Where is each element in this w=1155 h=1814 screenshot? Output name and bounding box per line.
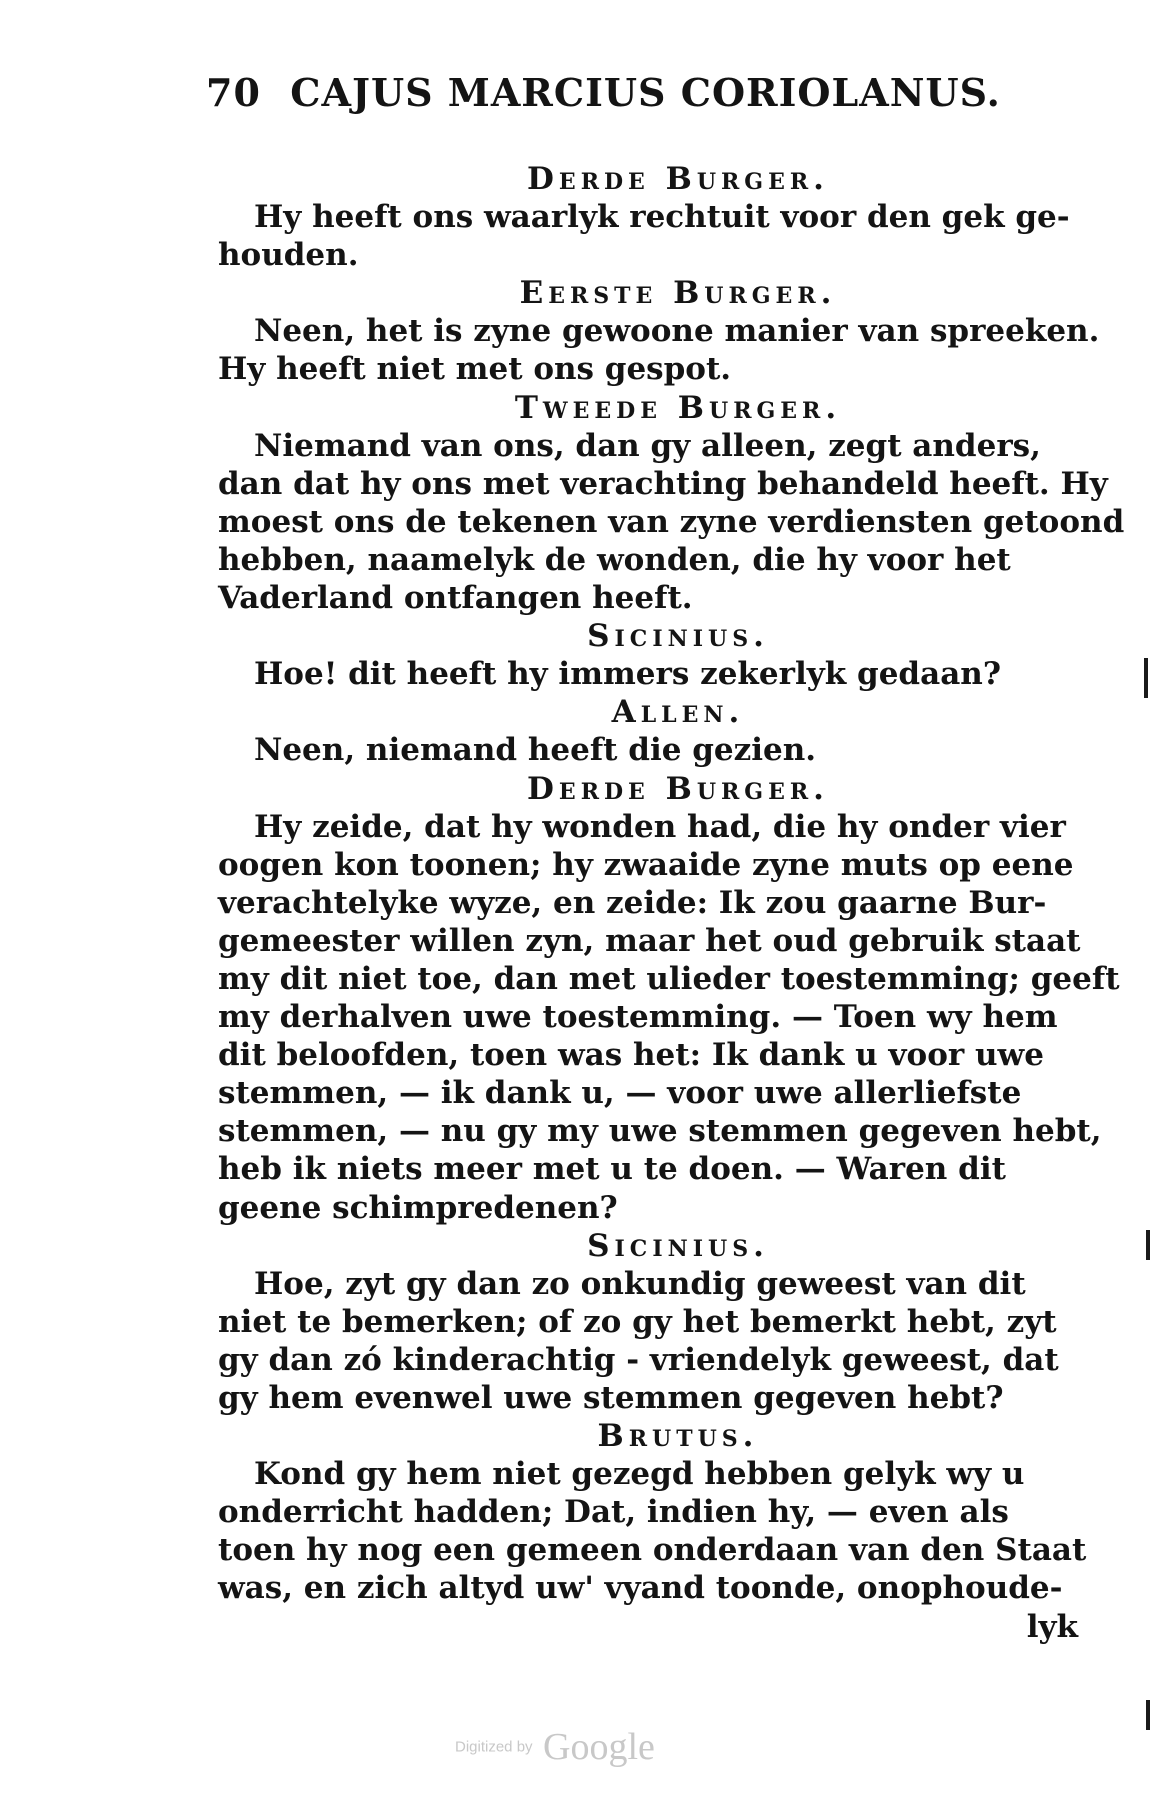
text-line: Hoe, zyt gy dan zo onkundig geweest van dit [254,1265,1026,1302]
text-line: hebben, naamelyk de wonden, die hy voor het [218,541,1011,578]
text-line: geene schimpredenen? [218,1189,618,1226]
text-line: Hy heeft niet met ons gespot. [218,351,732,388]
speaker-heading: Tweede Burger. [514,389,842,426]
page-edge-mark [1146,1700,1150,1730]
text-line: gemeester willen zyn, maar het oud gebruik staat [218,922,1081,959]
text-line: my derhalven uwe toestemming. — Toen wy hem [218,999,1058,1036]
text-line: stemmen, — nu gy my uwe stemmen gegeven hebt, [218,1113,1102,1150]
text-line: gy hem evenwel uwe stemmen gegeven hebt? [218,1380,1004,1416]
text-line: my dit niet toe, dan met ulieder toestemming; geeft [218,960,1120,997]
text-line: niet te bemerken; of zo gy het bemerkt hebt, zyt [218,1303,1057,1340]
speaker-heading: Allen. [611,694,745,731]
text-line: Hy zeide, dat hy wonden had, die hy onder vier [254,808,1066,845]
text-line: moest ons de tekenen van zyne verdiensten getoond [218,503,1125,540]
text-line: oogen kon toonen; hy zwaaide zyne muts op eene [218,846,1074,883]
catchword: lyk [1026,1608,1078,1645]
speaker-heading: Derde Burger. [527,161,829,197]
watermark-prefix: Digitized by [455,1738,533,1756]
running-header [206,70,1001,115]
watermark-brand: Google [543,1726,655,1768]
play-text [218,160,1125,1646]
text-line: onderricht hadden; Dat, indien hy, — even als [218,1494,1009,1531]
text-line: was, en zich altyd uw' vyand toonde, onophoude- [218,1570,1063,1607]
speaker-heading: Derde Burger. [527,770,829,807]
digitization-watermark [455,1725,755,1769]
text-line: gy dan zó kinderachtig - vriendelyk geweest, dat [218,1341,1059,1378]
text-line: Neen, niemand heeft die gezien. [254,732,817,769]
speaker-heading: Eerste Burger. [519,275,837,312]
text-line: Kond gy hem niet gezegd hebben gelyk wy u [254,1456,1025,1493]
speaker-heading: Sicinius. [587,618,769,655]
text-line: Hy heeft ons waarlyk rechtuit voor den gek ge- [254,199,1070,236]
text-line: Niemand van ons, dan gy alleen, zegt anders, [254,427,1041,464]
text-line: houden. [218,237,359,274]
text-line: Neen, het is zyne gewoone manier van spreeken. [254,313,1100,350]
page-edge-mark [1144,658,1148,698]
speaker-heading: Brutus. [597,1418,759,1455]
speaker-heading: Sicinius. [587,1227,769,1264]
running-title: CAJUS MARCIUS CORIOLANUS. [290,70,1001,115]
page-edge-mark [1146,1230,1150,1260]
text-line: dan dat hy ons met verachting behandeld heeft. Hy [218,465,1108,502]
text-line: toen hy nog een gemeen onderdaan van den Staat [218,1532,1087,1569]
page-number: 70 [206,70,261,115]
text-line: heb ik niets meer met u te doen. — Waren dit [218,1151,1006,1188]
text-line: Hoe! dit heeft hy immers zekerlyk gedaan? [254,656,1001,693]
text-line: verachtelyke wyze, en zeide: Ik zou gaarne Bur- [218,884,1047,921]
text-line: stemmen, — ik dank u, — voor uwe allerliefste [218,1075,1022,1112]
text-line: dit beloofden, toen was het: Ik dank u voor uwe [218,1037,1044,1074]
text-line: Vaderland ontfangen heeft. [218,580,693,617]
